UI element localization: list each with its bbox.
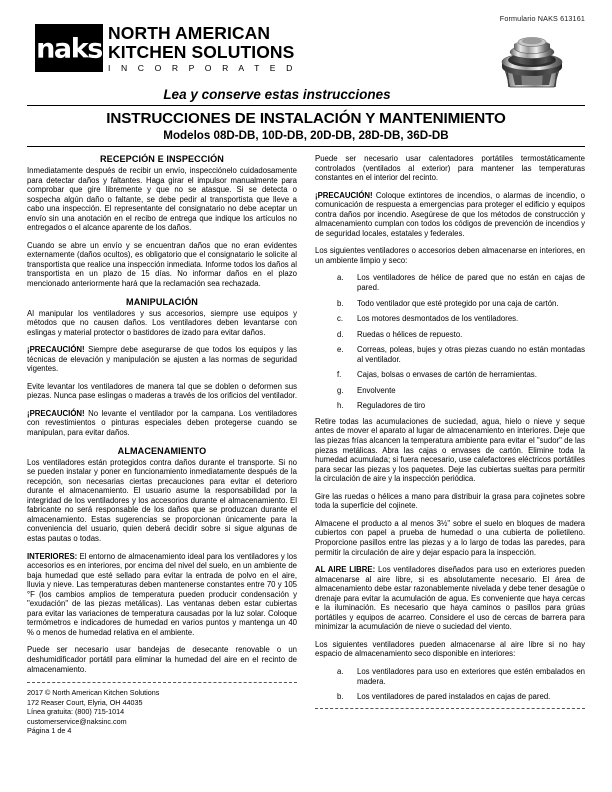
content-columns (27, 154, 585, 736)
logo-line-1: NORTH AMERICAN (108, 23, 271, 43)
paragraph-manipulacion-caution-1 (27, 345, 297, 374)
list-text: Los motores desmontados de los ventiladores. (357, 314, 519, 324)
paragraph-retire-acumulaciones: Retire todas las acumulaciones de suciedad, agua, hielo o nieve y seque antes de mover el aparato al lugar de almacenamiento en interiores. Deje que las piezas frías alcancen la temperatura ambiente para evitar el "sudor" de las piezas metálicas. Abra las cajas o envases de cartón. Elimine toda la humedad acumulada; si fuera necesario, use calefactores eléctricos portátiles para secar las piezas y los paquetes. Deje las cubiertas sueltas para permitir la circulación de aire y la inspección periódica. (315, 416, 585, 484)
paragraph-desecante: Puede ser necesario usar bandejas de desecante renovable o un deshumidificador portátil para eliminar la humedad del aire en el recinto de almacenamiento. (27, 645, 297, 674)
footer-email[interactable]: customerservice@naksinc.com (27, 716, 127, 726)
list-item (315, 386, 585, 396)
form-number: Formulario NAKS 613161 (499, 14, 585, 23)
label-precaucion-3: ¡PRECAUCIÓN! (315, 190, 373, 200)
list-text: Ruedas o hélices de repuesto. (357, 329, 463, 339)
list-item (315, 370, 585, 380)
right-footer-divider (315, 708, 585, 709)
list-text: Envolvente (357, 385, 396, 395)
label-interiores: INTERIORES: (27, 551, 78, 561)
text-precaucion-1: Siempre debe asegurarse de que todos los equipos y las técnicas de elevación y manipulación se ajusten a las normas de seguridad vigentes. (27, 345, 297, 374)
paragraph-al-aire-libre (315, 565, 585, 632)
logo-wordmark (108, 24, 296, 73)
paragraph-gire-ruedas: Gire las ruedas o hélices a mano para distribuir la grasa para cojinetes sobre toda la superficie del cojinete. (315, 491, 585, 511)
paragraph-lista-intro-2: Los siguientes ventiladores pueden almacenarse al aire libre si no hay espacio de almacenamiento seco disponible en interiores: (315, 639, 585, 659)
model-list: Modelos 08D-DB, 10D-DB, 20D-DB, 28D-DB, 36D-DB (163, 129, 449, 142)
list-aire-libre (315, 667, 585, 702)
label-precaucion-1: ¡PRECAUCIÓN! (27, 345, 85, 355)
list-interiores (315, 273, 585, 410)
tagline: Lea y conserve estas instrucciones (163, 87, 391, 102)
list-marker: a. (337, 273, 344, 283)
list-marker: f. (337, 370, 342, 380)
heading-manipulacion: MANIPULACIÓN (126, 296, 198, 307)
list-text: Los ventiladores de hélice de pared que no están en cajas de pared. (357, 273, 585, 293)
label-al-aire-libre: AL AIRE LIBRE: (315, 565, 376, 575)
title-divider (27, 146, 585, 147)
paragraph-recepcion-1: Inmediatamente después de recibir un envío, inspecciónelo cuidadosamente para detectar daños y faltantes. Haga girar el impulsor manualmente para comprobar que gire libremente y que no se atasque. Si se detecta o sospecha algún daño o faltante, se debe pedir al transportista que lleve a cabo una inspección. El representante del consignatario no debe aceptar un envío sin una anotación en el recibo de entrega que indique los artículos no entregados o el alcance aparente de los daños. (27, 166, 297, 233)
footer-block (27, 688, 297, 736)
paragraph-manipulacion-1: Al manipular los ventiladores y sus accesorios, siempre use equipos y métodos que no causen daños. Los ventiladores deben levantarse con eslingas y material protector o bastidores de izado para evitar daños. (27, 308, 297, 337)
list-item (315, 401, 585, 411)
label-precaucion-2: ¡PRECAUCIÓN! (27, 408, 85, 418)
list-marker: d. (337, 329, 344, 339)
list-marker: c. (337, 314, 344, 324)
product-photo-exhaust-fan (491, 30, 573, 92)
list-text: Cajas, bolsas o envases de cartón de herramientas. (357, 370, 537, 380)
list-item (315, 692, 585, 702)
list-marker: a. (337, 666, 344, 676)
text-al-aire-libre: Los ventiladores diseñados para uso en exteriores pueden almacenarse al aire libre, si es absolutamente necesario. El área de almacenamiento debe estar razonablemente nivelada y debe tener desagüe o drenaje para evitar la acumulación de agua. Es conveniente que haya cercas e la iluminación. Es necesario que haya caminos o pasillos para grúas portátiles y equipos de acarreo. Considere el uso de cercas de barrera para minimizar la acumulación de nieve o suciedad del viento. (315, 565, 585, 632)
text-interiores: El entorno de almacenamiento ideal para los ventiladores y los accesorios es en interiores, por encima del nivel del suelo, en un ambiente de baja humedad que esté sellado para evitar la entrada de polvo en el aire, lluvia y nieve. Las temperaturas deben mantenerse constantes entre 70 y 105 °F (los cambios amplios de temperatura pueden producir condensación y "exudación" de las piezas metálicas). Las ventanas deben estar cubiertas para evitar las variaciones de temperatura causadas por la luz solar. Coloque termómetros e indicadores de humedad en varios puntos y mantenga un 40 % o menos de humedad relativa en el ambiente. (27, 551, 297, 637)
paragraph-precaucion-incendios (315, 191, 585, 239)
paragraph-manipulacion-caution-2 (27, 409, 297, 438)
company-logo (35, 24, 296, 73)
list-item (315, 299, 585, 309)
paragraph-manipulacion-2: Evite levantar los ventiladores de manera tal que se doblen o deformen sus piezas. Nunca pase eslingas o maderas a través de los orificios del ventilador. (27, 381, 298, 401)
logo-mark-text: naks (36, 33, 102, 65)
list-item (315, 330, 585, 340)
text-precaucion-2: No levante el ventilador por la campana. Los ventiladores con revestimientos o pinturas especiales deben protegerse cuando se manipulan, para evitar daños. (27, 408, 297, 438)
list-marker: e. (337, 345, 344, 355)
paragraph-interiores (27, 552, 297, 638)
list-item (315, 345, 585, 364)
list-item (315, 667, 585, 686)
list-marker: b. (337, 298, 344, 308)
list-item (315, 273, 585, 292)
page-title: INSTRUCCIONES DE INSTALACIÓN Y MANTENIMIENTO (106, 110, 506, 127)
list-text: Los ventiladores de pared instalados en cajas de pared. (357, 692, 551, 702)
heading-recepcion-inspeccion: RECEPCIÓN E INSPECCIÓN (100, 154, 224, 164)
footer-divider (27, 682, 297, 683)
footer-phone: Línea gratuita: (800) 715-1014 (27, 707, 125, 717)
logo-mark-box (35, 24, 103, 72)
paragraph-recepcion-2: Cuando se abre un envío y se encuentran daños que no eran evidentes externamente (daños ocultos), es obligatorio que el consignatario le solicite al transportista que realice una inspección inmediata. Informe todos los daños al transportista en un plazo de 15 días. No informar daños en el plazo mencionado anteriormente hará que la reclamación sea rechazada. (27, 240, 297, 289)
paragraph-lista-intro-1: Los siguientes ventiladores o accesorios deben almacenarse en interiores, en un ambiente limpio y seco: (315, 246, 585, 265)
document-header (27, 14, 585, 104)
logo-line-3: I N C O R P O R A T E D (108, 63, 297, 73)
paragraph-almacene-producto: Almacene el producto a al menos 3½" sobre el suelo en bloques de madera cubiertos con papel a prueba de humedad o una cubierta de polietileno. Proporcione pasillos entre las piezas y a lo largo de todas las paredes, para permitir la circulación de aire y dejar espacio para la inspección. (315, 518, 585, 557)
text-precaucion-3: Coloque extintores de incendios, o alarmas de incendio, o comunicación de respuesta a emergencias para proteger el edificio y equipos contra daños por incendio. Asegúrese de que los métodos de construcción y almacenamiento cumplan con todos los códigos de prevención de incendios y de seguridad locales, estatales y federales. (315, 190, 585, 238)
paragraph-almacenamiento-1: Los ventiladores están protegidos contra daños durante el transporte. Si no se pueden instalar y poner en funcionamiento inmediatamente después de la recepción, son necesarias ciertas precauciones para evitar el deterioro durante el almacenamiento. El usuario asume la responsabilidad por la integridad de los ventiladores y los accesorios durante el almacenamiento. El fabricante no será responsable de los daños que se produzcan durante el almacenamiento. Estas sugerencias se proporcionan únicamente para la conveniencia del usuario, quien deberá decidir sobre si sigue algunas de estas pautas o todas. (27, 457, 297, 543)
list-marker: b. (337, 692, 344, 702)
logo-line-2: KITCHEN SOLUTIONS (108, 41, 295, 62)
list-marker: g. (337, 385, 344, 395)
left-column (27, 154, 297, 736)
list-text: Correas, poleas, bujes y otras piezas cuando no están montadas al ventilador. (357, 345, 585, 364)
right-column (315, 154, 585, 736)
heading-almacenamiento: ALMACENAMIENTO (117, 445, 207, 456)
list-text: Reguladores de tiro (357, 401, 426, 411)
list-text: Los ventiladores para uso en exteriores que estén embalados en madera. (357, 666, 585, 686)
header-divider (27, 105, 585, 106)
list-marker: h. (337, 401, 344, 411)
footer-copyright: 2017 © North American Kitchen Solutions (27, 688, 160, 698)
footer-page-number: Página 1 de 4 (27, 726, 72, 736)
list-text: Todo ventilador que esté protegido por una caja de cartón. (357, 298, 559, 308)
footer-address: 172 Reaser Court, Elyria, OH 44035 (27, 697, 143, 707)
list-item (315, 314, 585, 324)
paragraph-calentadores: Puede ser necesario usar calentadores portátiles termostáticamente controlados (ventilados al exterior) para mantener las temperaturas constantes en el interior del recinto. (315, 154, 585, 183)
